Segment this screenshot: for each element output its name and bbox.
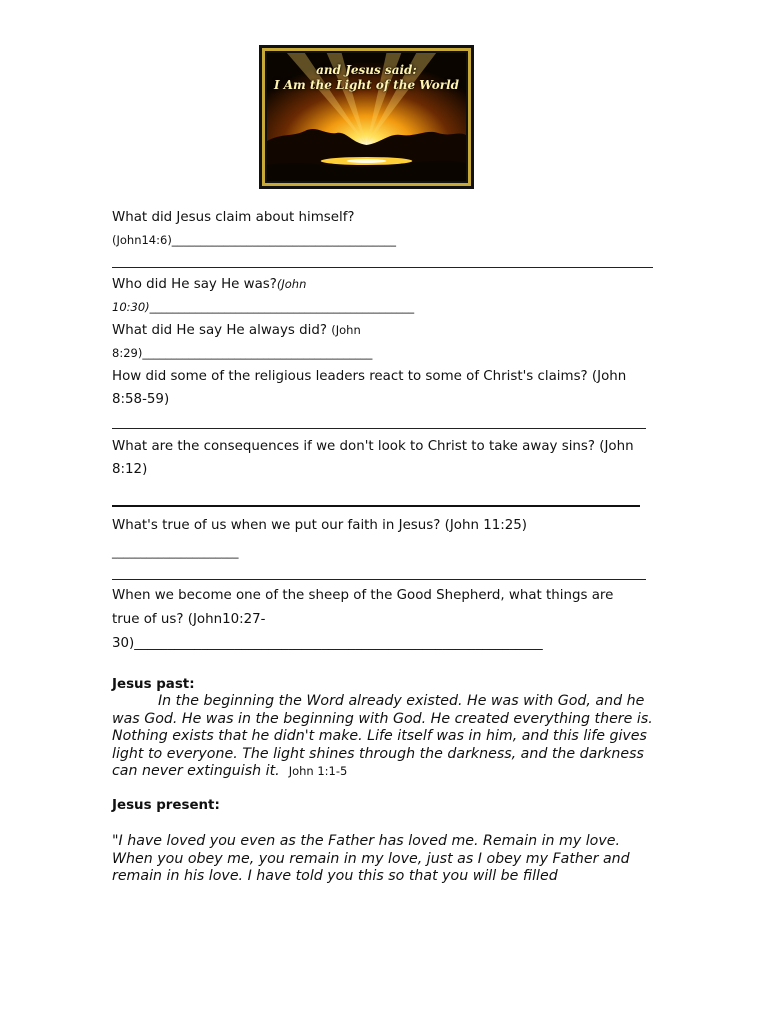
question-7: When we become one of the sheep of the Good Shepherd, what things are xyxy=(112,588,614,603)
question-7-line-3: 30)_____________________________________________________________ xyxy=(112,636,543,651)
question-2-blank: ______________________________________________ xyxy=(149,300,415,314)
question-4-ref: 8:58-59) xyxy=(112,392,170,407)
jesus-present-passage: "I have loved you even as the Father has loved me. Remain in my love. When you obey me, you remain in my love, just as I obey my Father and remain in his love. I have told you this so that you will be filled xyxy=(112,833,630,885)
question-4: How did some of the religious leaders react to some of Christ's claims? (John xyxy=(112,369,627,384)
question-7-line-2: true of us? (John10:27- xyxy=(112,612,266,627)
question-5: What are the consequences if we don't look to Christ to take away sins? (John xyxy=(112,439,634,454)
light-of-world-banner xyxy=(259,45,474,189)
jesus-past-reference: John 1:1-5 xyxy=(288,764,348,779)
question-3-line xyxy=(112,342,372,366)
answer-line-1 xyxy=(112,267,653,268)
question-3-ref-a: (John xyxy=(331,323,361,337)
question-2-line xyxy=(112,296,414,320)
question-6-blank: ______________________ xyxy=(112,545,239,559)
question-3-blank: ________________________________________ xyxy=(142,346,373,360)
answer-line-4 xyxy=(112,428,646,429)
question-3-ref-b: 8:29) xyxy=(112,346,143,360)
question-1: What did Jesus claim about himself? xyxy=(112,210,355,225)
question-2 xyxy=(112,273,306,297)
question-3 xyxy=(112,319,361,343)
sunset-image xyxy=(265,51,468,183)
question-2-ref-b: 10:30) xyxy=(112,300,150,314)
question-5-ref: 8:12) xyxy=(112,462,148,477)
answer-line-5 xyxy=(112,505,640,507)
answer-line-6 xyxy=(112,579,646,580)
question-1-ref: (John14:6)_______________________________________ xyxy=(112,233,397,247)
jesus-past-passage xyxy=(112,693,657,781)
question-2-ref-a: (John xyxy=(276,277,307,291)
jesus-present-heading: Jesus present: xyxy=(112,798,220,813)
question-2-text: Who did He say He was? xyxy=(112,277,277,292)
jesus-past-text: In the beginning the Word already existed. He was with God, and he was God. He was in the beginning with God. He created everything there is. Nothing exists that he didn't make. Life itself was in him, and this life gives light to everyone. The light shines through the darkness, and the darkness can never extinguish it. xyxy=(112,693,653,780)
question-6: What's true of us when we put our faith in Jesus? (John 11:25) xyxy=(112,518,528,533)
banner-line-2: I Am the Light of the World xyxy=(273,78,460,92)
jesus-past-heading: Jesus past: xyxy=(112,677,195,692)
question-3-text: What did He say He always did? xyxy=(112,323,327,338)
banner-line-1: and Jesus said: xyxy=(316,63,417,77)
